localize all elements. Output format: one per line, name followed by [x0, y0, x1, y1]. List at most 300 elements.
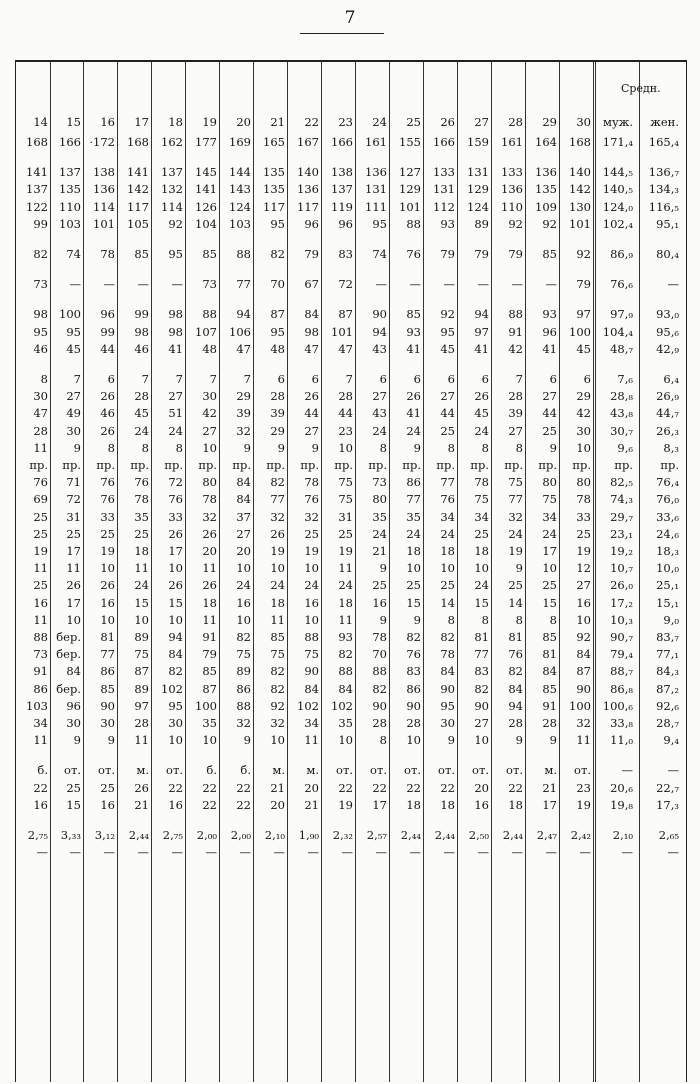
- table-cell: 32: [270, 510, 285, 524]
- table-cell: —: [443, 845, 455, 859]
- table-cell: 78: [134, 492, 149, 506]
- table-cell: 78: [440, 647, 455, 661]
- table-cell: 75: [338, 492, 353, 506]
- table-cell: 30: [202, 389, 217, 403]
- table-cell: 17,₂: [610, 596, 633, 610]
- table-cell: 26: [100, 578, 115, 592]
- table-cell: 99: [134, 307, 149, 321]
- table-cell: 8: [175, 441, 183, 455]
- table-cell: 19: [100, 544, 115, 558]
- table-cell: 95: [168, 699, 183, 713]
- table-cell: —: [171, 277, 183, 291]
- table-cell: 16: [100, 596, 115, 610]
- table-cell: 30: [33, 389, 48, 403]
- table-cell: 8: [107, 441, 115, 455]
- table-cell: 89: [134, 682, 149, 696]
- table-cell: 79: [576, 277, 591, 291]
- table-cell: 82: [270, 664, 285, 678]
- table-cell: 84,₃: [656, 664, 679, 678]
- table-cell: —: [103, 845, 115, 859]
- table-cell: 9: [243, 441, 251, 455]
- table-cell: —: [511, 277, 523, 291]
- table-cell: пр.: [436, 458, 455, 472]
- table-cell: 124,₀: [602, 200, 633, 214]
- table-cell: 10: [66, 613, 81, 627]
- table-cell: 83: [406, 664, 421, 678]
- table-cell: 171,₄: [602, 135, 633, 149]
- table-cell: пр.: [232, 458, 251, 472]
- table-cell: 11: [270, 613, 285, 627]
- table-cell: —: [69, 845, 81, 859]
- table-cell: 16: [372, 596, 387, 610]
- table-cell: 2,₇₅: [27, 828, 48, 842]
- table-cell: 75: [270, 647, 285, 661]
- table-cell: 168: [26, 135, 48, 149]
- table-cell: 140: [297, 165, 319, 179]
- avg-column-title: Средн.: [621, 82, 661, 95]
- table-cell: 11: [33, 441, 48, 455]
- table-cell: 161: [365, 135, 387, 149]
- table-cell: 9: [277, 441, 285, 455]
- header-cell: 23: [338, 115, 353, 129]
- table-cell: 35: [134, 510, 149, 524]
- header-cell: 17: [134, 115, 149, 129]
- table-cell: —: [409, 845, 421, 859]
- table-cell: 86: [236, 682, 251, 696]
- table-cell: 6,₄: [663, 372, 679, 386]
- table-cell: 90: [474, 699, 489, 713]
- table-cell: 27: [304, 424, 319, 438]
- table-cell: 84: [542, 664, 557, 678]
- table-cell: 155: [399, 135, 421, 149]
- table-cell: 8: [141, 441, 149, 455]
- table-cell: 133: [501, 165, 523, 179]
- table-cell: 3,₃₃: [60, 828, 81, 842]
- column-divider: [151, 62, 152, 1082]
- table-cell: 100: [569, 325, 591, 339]
- table-cell: 8: [481, 613, 489, 627]
- table-cell: 107: [195, 325, 217, 339]
- table-cell: 15,₁: [656, 596, 679, 610]
- table-cell: 29,₇: [610, 510, 633, 524]
- header-cell: 26: [440, 115, 455, 129]
- table-cell: 20: [270, 798, 285, 812]
- table-cell: 10: [270, 561, 285, 575]
- table-cell: 19: [338, 544, 353, 558]
- table-cell: 136: [365, 165, 387, 179]
- table-cell: 164: [535, 135, 557, 149]
- table-cell: 9: [379, 561, 387, 575]
- table-cell: —: [579, 845, 591, 859]
- table-cell: 9: [447, 733, 455, 747]
- table-cell: 15: [474, 596, 489, 610]
- table-cell: 73: [202, 277, 217, 291]
- table-cell: 25: [100, 527, 115, 541]
- table-cell: 17: [168, 544, 183, 558]
- column-divider: [525, 62, 526, 1082]
- table-cell: 80: [372, 492, 387, 506]
- table-cell: 80: [542, 475, 557, 489]
- table-cell: 85: [542, 247, 557, 261]
- table-cell: 72: [338, 277, 353, 291]
- table-cell: 43: [372, 342, 387, 356]
- table-cell: 88: [338, 664, 353, 678]
- table-cell: 97,₉: [610, 307, 633, 321]
- table-cell: 137: [331, 182, 353, 196]
- table-cell: —: [477, 277, 489, 291]
- table-cell: 95: [168, 247, 183, 261]
- table-cell: 8: [447, 441, 455, 455]
- table-cell: 24: [168, 424, 183, 438]
- column-divider: [117, 62, 118, 1082]
- table-cell: бер.: [56, 647, 81, 661]
- table-cell: 26: [474, 389, 489, 403]
- table-cell: 16: [33, 596, 48, 610]
- table-cell: 9: [243, 733, 251, 747]
- header-cell: 25: [406, 115, 421, 129]
- table-cell: 27: [168, 389, 183, 403]
- table-cell: 86,₉: [610, 247, 633, 261]
- table-cell: 8: [515, 441, 523, 455]
- table-cell: 92: [576, 247, 591, 261]
- table-cell: 102: [331, 699, 353, 713]
- table-cell: 35: [338, 716, 353, 730]
- table-cell: —: [137, 845, 149, 859]
- table-cell: 25: [33, 578, 48, 592]
- table-cell: 33,₆: [656, 510, 679, 524]
- table-cell: —: [69, 277, 81, 291]
- table-cell: 75: [236, 647, 251, 661]
- table-cell: 167: [297, 135, 319, 149]
- table-cell: 93: [338, 630, 353, 644]
- table-cell: 22: [168, 781, 183, 795]
- table-cell: 28: [134, 389, 149, 403]
- header-cell: 30: [576, 115, 591, 129]
- table-cell: 34: [33, 716, 48, 730]
- table-cell: 11: [202, 561, 217, 575]
- table-cell: 6: [447, 372, 455, 386]
- table-cell: 8: [379, 441, 387, 455]
- table-cell: 166: [433, 135, 455, 149]
- table-cell: 32: [236, 424, 251, 438]
- table-cell: 100: [569, 699, 591, 713]
- table-cell: 90: [406, 699, 421, 713]
- table-cell: 39: [508, 406, 523, 420]
- table-cell: 3,₁₂: [94, 828, 115, 842]
- table-cell: 24,₆: [656, 527, 679, 541]
- table-cell: 165: [263, 135, 285, 149]
- table-cell: 24: [236, 578, 251, 592]
- table-cell: 94: [474, 307, 489, 321]
- table-cell: 28: [372, 716, 387, 730]
- table-cell: 82: [270, 247, 285, 261]
- table-cell: —: [511, 845, 523, 859]
- table-cell: 15: [542, 596, 557, 610]
- table-cell: 21: [372, 544, 387, 558]
- table-cell: 11: [304, 733, 319, 747]
- table-cell: 9,₄: [663, 733, 679, 747]
- table-cell: 102,₄: [602, 217, 633, 231]
- table-cell: 76,₆: [610, 277, 633, 291]
- table-cell: 18: [440, 544, 455, 558]
- table-cell: 23: [338, 424, 353, 438]
- table-cell: 9,₆: [617, 441, 633, 455]
- table-cell: 43: [372, 406, 387, 420]
- table-cell: 82: [474, 682, 489, 696]
- table-cell: 83: [474, 664, 489, 678]
- table-cell: 82: [270, 475, 285, 489]
- table-cell: 97: [134, 699, 149, 713]
- table-cell: 20: [236, 544, 251, 558]
- table-cell: 34: [542, 510, 557, 524]
- table-cell: 72: [66, 492, 81, 506]
- table-cell: 7: [209, 372, 217, 386]
- table-cell: 77: [236, 277, 251, 291]
- column-divider: [253, 62, 254, 1082]
- table-cell: 129: [399, 182, 421, 196]
- table-cell: 116,₅: [648, 200, 679, 214]
- table-cell: пр.: [96, 458, 115, 472]
- table-cell: 32: [304, 510, 319, 524]
- table-cell: 9: [413, 613, 421, 627]
- table-cell: 6: [549, 372, 557, 386]
- table-cell: 48,₇: [610, 342, 633, 356]
- table-cell: 35: [406, 510, 421, 524]
- table-cell: 77: [508, 492, 523, 506]
- table-cell: 6: [107, 372, 115, 386]
- table-cell: 33: [576, 510, 591, 524]
- table-cell: 49: [66, 406, 81, 420]
- table-cell: бер.: [56, 630, 81, 644]
- table-cell: 10: [236, 561, 251, 575]
- table-cell: 23,₁: [610, 527, 633, 541]
- table-cell: 47: [33, 406, 48, 420]
- table-cell: 33: [100, 510, 115, 524]
- table-cell: 140: [569, 165, 591, 179]
- table-cell: 16: [236, 596, 251, 610]
- table-cell: 24: [134, 424, 149, 438]
- table-cell: 19,₂: [610, 544, 633, 558]
- table-cell: 11: [33, 561, 48, 575]
- table-cell: 105: [127, 217, 149, 231]
- table-cell: 25: [542, 578, 557, 592]
- table-cell: 169: [229, 135, 251, 149]
- table-cell: 22: [440, 781, 455, 795]
- table-cell: 10: [338, 441, 353, 455]
- table-cell: 6: [379, 372, 387, 386]
- table-cell: 11: [338, 613, 353, 627]
- table-cell: 111: [365, 200, 387, 214]
- table-cell: 25: [66, 781, 81, 795]
- table-cell: 95: [440, 325, 455, 339]
- table-cell: 15: [168, 596, 183, 610]
- table-cell: 92: [542, 217, 557, 231]
- header-cell: 22: [304, 115, 319, 129]
- table-cell: 25: [338, 527, 353, 541]
- table-cell: 82: [270, 682, 285, 696]
- table-cell: 15: [406, 596, 421, 610]
- table-cell: 75: [338, 475, 353, 489]
- table-cell: 86: [406, 682, 421, 696]
- table-cell: 21: [134, 798, 149, 812]
- table-cell: 18: [474, 544, 489, 558]
- table-cell: 10: [576, 441, 591, 455]
- table-cell: 24: [406, 527, 421, 541]
- table-cell: 77: [270, 492, 285, 506]
- table-cell: 30: [66, 424, 81, 438]
- table-cell: 88: [304, 630, 319, 644]
- table-cell: 48: [270, 342, 285, 356]
- table-cell: 73: [33, 647, 48, 661]
- table-cell: 24: [270, 578, 285, 592]
- header-cell: 21: [270, 115, 285, 129]
- table-cell: 85: [134, 247, 149, 261]
- table-cell: пр.: [538, 458, 557, 472]
- table-cell: 25: [440, 424, 455, 438]
- table-cell: 9: [107, 733, 115, 747]
- table-cell: 137: [161, 165, 183, 179]
- table-cell: 135: [263, 165, 285, 179]
- table-cell: 24: [134, 578, 149, 592]
- table-cell: 18: [202, 596, 217, 610]
- table-cell: 26,₀: [610, 578, 633, 592]
- table-cell: 104: [195, 217, 217, 231]
- table-cell: 31: [66, 510, 81, 524]
- table-cell: 90: [576, 682, 591, 696]
- table-cell: 11: [202, 613, 217, 627]
- table-cell: 114: [93, 200, 115, 214]
- table-cell: 103: [26, 699, 48, 713]
- header-cell: жен.: [650, 115, 679, 129]
- table-cell: 11: [33, 733, 48, 747]
- table-cell: 98: [304, 325, 319, 339]
- table-cell: 103: [59, 217, 81, 231]
- table-cell: 19: [304, 544, 319, 558]
- table-cell: 122: [26, 200, 48, 214]
- table-cell: пр.: [660, 458, 679, 472]
- table-cell: 87: [576, 664, 591, 678]
- table-cell: 17: [66, 544, 81, 558]
- column-divider: [389, 62, 390, 1082]
- table-cell: 28: [406, 716, 421, 730]
- table-cell: 18: [270, 596, 285, 610]
- table-cell: 70: [372, 647, 387, 661]
- table-cell: 136: [93, 182, 115, 196]
- table-cell: 24: [542, 527, 557, 541]
- header-cell: 15: [66, 115, 81, 129]
- table-cell: 80,₄: [656, 247, 679, 261]
- table-cell: 21: [542, 781, 557, 795]
- header-cell: 19: [202, 115, 217, 129]
- table-cell: 141: [195, 182, 217, 196]
- table-cell: 103: [229, 217, 251, 231]
- table-cell: 76: [508, 647, 523, 661]
- table-cell: 28: [508, 716, 523, 730]
- table-cell: 10: [304, 561, 319, 575]
- table-cell: 18: [406, 544, 421, 558]
- column-divider: [321, 62, 322, 1082]
- table-cell: 18: [338, 596, 353, 610]
- table-cell: 75: [304, 647, 319, 661]
- table-cell: 10: [542, 561, 557, 575]
- table-cell: 99: [100, 325, 115, 339]
- table-cell: 45: [576, 342, 591, 356]
- table-cell: бер.: [56, 682, 81, 696]
- table-cell: 96: [338, 217, 353, 231]
- table-cell: 85: [542, 682, 557, 696]
- table-cell: 30: [66, 716, 81, 730]
- column-divider: [423, 62, 424, 1082]
- table-cell: 117: [127, 200, 149, 214]
- table-cell: 124: [229, 200, 251, 214]
- table-cell: 22: [236, 798, 251, 812]
- table-cell: —: [341, 845, 353, 859]
- table-cell: 24: [372, 424, 387, 438]
- table-cell: 136: [535, 165, 557, 179]
- table-cell: 131: [365, 182, 387, 196]
- table-cell: 76: [168, 492, 183, 506]
- table-cell: 93,₀: [656, 307, 679, 321]
- table-cell: 91: [33, 664, 48, 678]
- table-cell: 96: [542, 325, 557, 339]
- table-cell: 25: [474, 527, 489, 541]
- table-cell: 42: [576, 406, 591, 420]
- table-cell: пр.: [164, 458, 183, 472]
- table-cell: 25: [33, 510, 48, 524]
- table-cell: 100: [59, 307, 81, 321]
- table-cell: 24: [304, 578, 319, 592]
- column-divider: [457, 62, 458, 1082]
- table-cell: от.: [574, 763, 591, 777]
- table-cell: 45: [474, 406, 489, 420]
- table-cell: 73: [372, 475, 387, 489]
- table-cell: 26: [168, 578, 183, 592]
- table-cell: 51: [168, 406, 183, 420]
- table-cell: 144: [229, 165, 251, 179]
- table-cell: 79: [440, 247, 455, 261]
- table-cell: 45: [134, 406, 149, 420]
- table-cell: 130: [569, 200, 591, 214]
- table-cell: 30: [576, 424, 591, 438]
- table-cell: —: [36, 845, 48, 859]
- table-cell: 28: [270, 389, 285, 403]
- table-cell: 77: [474, 647, 489, 661]
- table-cell: 70: [270, 277, 285, 291]
- table-cell: 10: [440, 561, 455, 575]
- table-cell: 140,₅: [602, 182, 633, 196]
- table-cell: 2,₁₀: [264, 828, 285, 842]
- table-cell: 44: [440, 406, 455, 420]
- table-cell: 100: [195, 699, 217, 713]
- table-cell: 87: [338, 307, 353, 321]
- table-cell: 138: [93, 165, 115, 179]
- table-cell: 10,₇: [610, 561, 633, 575]
- table-cell: 26: [202, 527, 217, 541]
- table-cell: 10: [168, 613, 183, 627]
- table-cell: 45: [440, 342, 455, 356]
- table-cell: 76: [33, 475, 48, 489]
- table-cell: 41: [406, 406, 421, 420]
- table-cell: 84: [576, 647, 591, 661]
- table-cell: 137: [59, 165, 81, 179]
- header-cell: 14: [33, 115, 48, 129]
- table-cell: 10: [168, 733, 183, 747]
- table-cell: 25,₁: [656, 578, 679, 592]
- table-cell: 162: [161, 135, 183, 149]
- table-cell: 82: [168, 664, 183, 678]
- table-cell: —: [239, 845, 251, 859]
- table-cell: 98: [168, 307, 183, 321]
